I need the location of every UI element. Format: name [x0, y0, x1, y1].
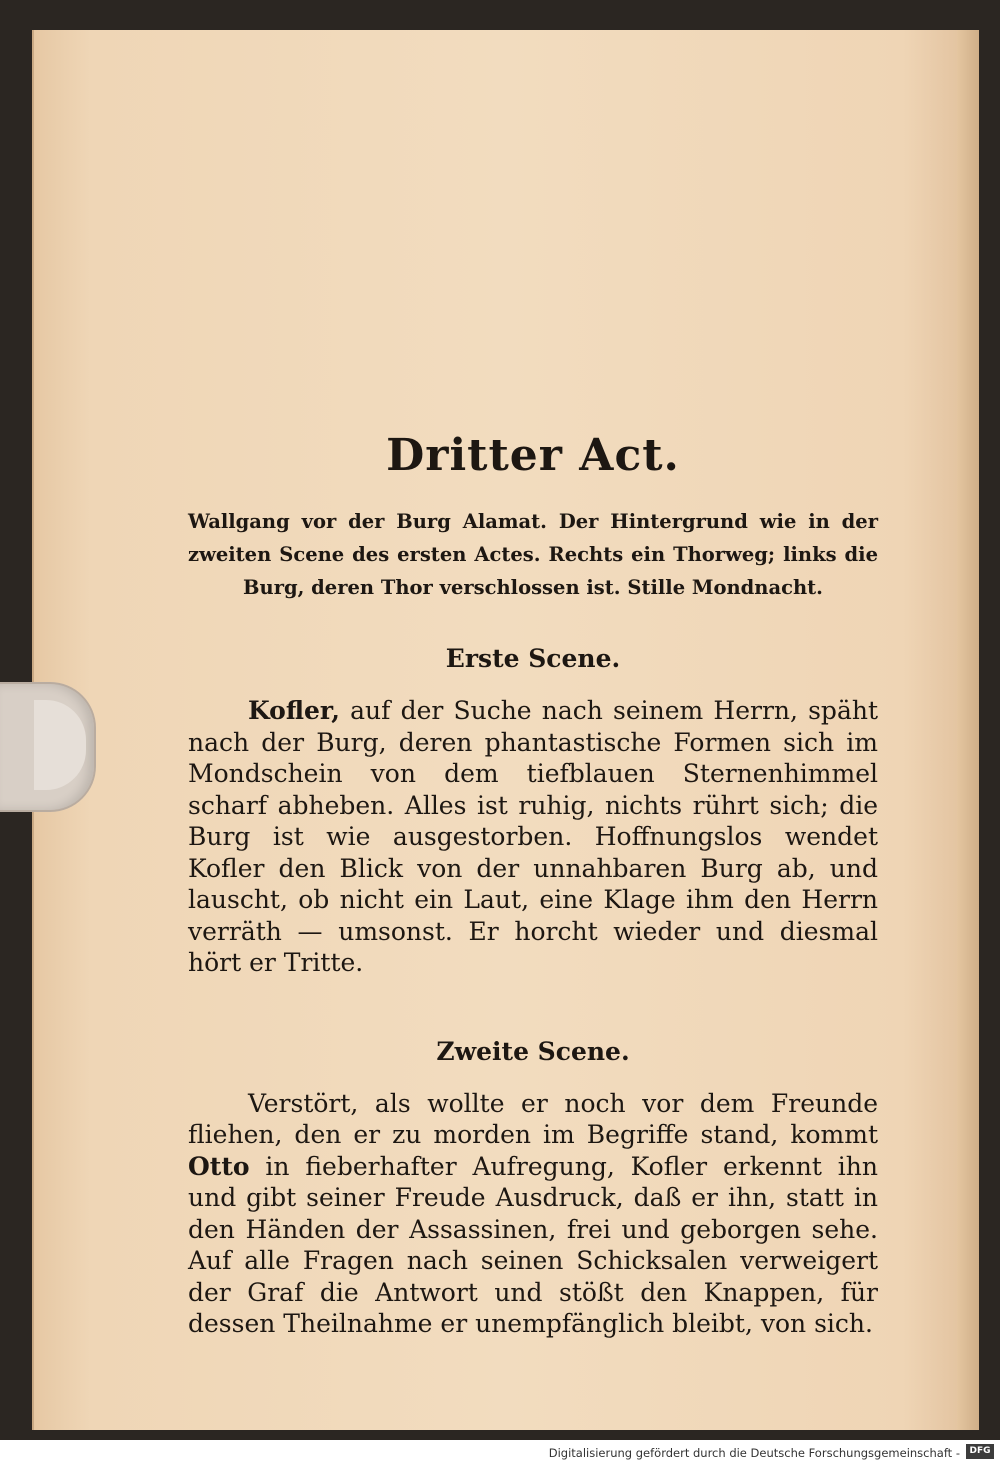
character-name: Otto — [188, 1151, 250, 1181]
dfg-logo: DFG — [966, 1444, 994, 1459]
page-edge — [957, 30, 979, 1430]
scene-2-body-end: in fieberhafter Aufregung, Kofler erkennt ihn und gibt seiner Freude Ausdruck, daß er ihn, statt in den Händen der Assassinen, frei und geborgen sehe. Auf alle Fragen nach seinen Schicksalen verweigert der Graf die Antwort und stößt den Knappen, für dessen Theilnahme er unempfänglich bleibt, von sich. — [188, 1151, 878, 1338]
character-name: Kofler, — [248, 696, 340, 725]
scene-1-title: Erste Scene. — [445, 644, 621, 673]
scene-2-title: Zweite Scene. — [436, 1036, 630, 1066]
scene-1-body: auf der Suche nach seinem Herrn, späht nach der Burg, deren phantastische Formen sich im Mondschein von dem tiefblauen Sternenhimmel scharf abheben. Alles ist ruhig, nichts rührt sich; die Burg ist wie ausgestorben. Hoffnungslos wendet Kofler den Blick von der unnahbaren Burg ab, und lauscht, ob nicht ein Laut, eine Klage ihm den Herrn verräth — umsonst. Er horcht wieder und diesmal hört er Tritte. — [188, 696, 878, 977]
footer-credit: Digitalisierung gefördert durch die Deutsche Forschungsgemeinschaft - — [548, 1446, 960, 1460]
footer — [0, 1440, 1000, 1465]
scene-2-text — [188, 1088, 878, 1340]
page-content — [188, 430, 878, 1340]
scene-2-body-start: Verstört, als wollte er noch vor dem Freunde fliehen, den er zu morden im Begriffe stand, kommt — [188, 1088, 878, 1149]
act-title: Dritter Act. — [386, 430, 680, 481]
scene-1-text — [188, 695, 878, 979]
stage-setting: Wallgang vor der Burg Alamat. Der Hintergrund wie in der zweiten Scene des ersten Actes. Rechts ein Thorweg; links die Burg, deren Thor verschlossen ist. Stille Mondnacht. — [188, 510, 878, 599]
